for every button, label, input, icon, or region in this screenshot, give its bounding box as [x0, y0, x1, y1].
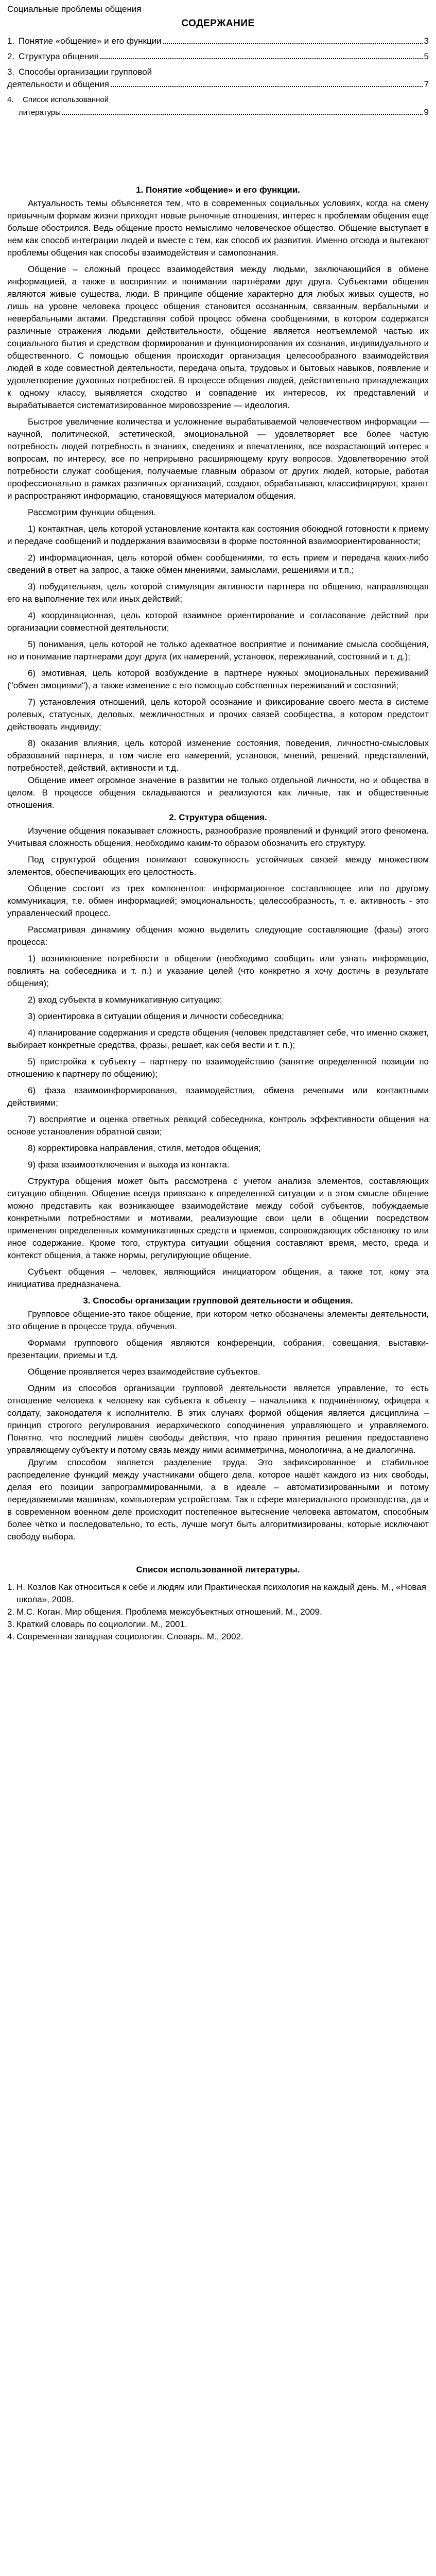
- toc-label: Список использованной: [23, 95, 109, 104]
- toc-leader: [111, 86, 423, 87]
- table-of-contents: [7, 35, 429, 119]
- phase-item: 1) возникновение потребности в общении (необходимо сообщить или узнать информацию, повлиять на собеседника и т. п.) и указание целей (что конкретно я хочу достичь в результате общения);: [7, 954, 429, 988]
- phase-item: 6) фаза взаимоинформирования, взаимодействия, обмена речевыми или контактными действиями;: [7, 1086, 429, 1108]
- toc-page-number: 9: [424, 107, 429, 117]
- literature-text: Современная западная социология. Словарь. М., 2002.: [16, 1632, 243, 1641]
- paragraph: Одним из способов организации групповой деятельности является управление, то есть отношение человека к человеку как субъекта к объекту – начальника к подчинённому, офицера к солдату, законодателя к исполнителю. В этих случаях формой общения является дисциплина – принцип строгого регулирования иерархического соподчинения управляющего и управляемого. Понятно, что последний лишён свободы действия, что право принятия решения предоставлено управляющему субъекту и потому связь между ними асимметрична, монологична, а не диалогична.: [7, 1383, 429, 1455]
- toc-number: 1.: [7, 36, 15, 46]
- section-title: Список использованной литературы.: [136, 1565, 300, 1574]
- function-item: 4) координационная, цель которой взаимное ориентирование и согласование действий при организации совместной деятельности;: [7, 611, 429, 633]
- literature-item: [7, 1618, 429, 1631]
- toc-page-number: 7: [424, 79, 429, 89]
- paragraph: Общение – сложный процесс взаимодействия между людьми, заключающийся в обмене информацией, а также в восприятии и понимании партнёрами друг друга. Субъектами общения являются живые существа, люди. В принципе общение характерно для любых живых существ, но лишь на уровне человека процесс общения становится осознанным, связанным вербальными и невербальными актами. Представляя собой процесс обмена сообщениями, в котором содержатся различные отражения людьми действительности, общение является неотъемлемой частью их социального бытия и средством формирования и функционирования их сознания, индивидуального и общественного. С помощью общения происходит организация целесообразного взаимодействия людей в ходе совместной деятельности, передача опыта, трудовых и бытовых навыков, появление и удовлетворение духовных потребностей. В процессе общения людей, действительно принадлежащих к одному классу, выявляется сходство и совпадение их интересов, их представлений и вырабатывается систематизированное мировоззрение — идеология.: [7, 264, 429, 410]
- section-title: 1. Понятие «общение» и его функции.: [136, 185, 300, 195]
- paragraph: Формами группового общения являются конференции, собрания, совещания, выставки-презентации, приемы и т.д.: [7, 1338, 429, 1360]
- paragraph: Быстрое увеличение количества и усложнение вырабатываемой человечеством информации — научной, политической, эстетической, эмоциональной — удовлетворяет все более частую потребность людей потребность в знаниях, сведениях и впечатлениях, все возрастающий интерес к вопросам, по интересу, все по неприрывно расширяющему кругу вопросов. Удовлетворению этой потребности служат сообщения, получаемые главным образом от других людей, которые, работая профессионально в рамках различных организаций, создают, обрабатывают, классифицируют, хранят и распространяют информацию, становящуюся материалом общения.: [7, 417, 429, 501]
- function-item: 1) контактная, цель которой установление контакта как состояния обоюдной готовности к приему и передаче сообщений и поддержания взаимосвязи в форме постоянной взаимоориентированности;: [7, 524, 429, 546]
- toc-item[interactable]: [7, 35, 429, 47]
- phase-item: 7) восприятие и оценка ответных реакций собеседника, контроль эффективности общения на основе установления обратной связи;: [7, 1114, 429, 1137]
- toc-item[interactable]: [7, 66, 429, 91]
- toc-leader: [163, 43, 423, 44]
- phase-item: 2) вход субъекта в коммуникативную ситуацию;: [28, 995, 222, 1005]
- section-literature: [7, 1564, 429, 1643]
- literature-number: 3.: [7, 1619, 15, 1629]
- toc-label-continued: деятельности и общения: [7, 79, 109, 89]
- toc-item[interactable]: [7, 94, 429, 119]
- toc-label: Способы организации групповой: [19, 67, 152, 77]
- paragraph: Общение имеет огромное значение в развитии не только отдельной личности, но и общества в целом. В процессе общения складываются и реализуются как личные, так и общественные отношения.: [7, 775, 429, 810]
- literature-list: [7, 1581, 429, 1643]
- function-item: 2) информационная, цель которой обмен сообщениями, то есть прием и передача каких-либо сведений в ответ на запрос, а также обмен мнениями, замыслами, решениями и т.п.;: [7, 553, 429, 575]
- paragraph: Другим способом является разделение труда. Это зафиксированное и стабильное распределение функций между участниками общего дела, которое нашёт каждого из них свободы, делая его позиции запрограммированными, а в идеале – автоматизированными и потому передаваемыми машинам, компьютерам устройствам. Так к сфере материального производства, да и в современном военном деле происходит постепенное вытеснение человека автоматом, способным более чётко и последовательно, то есть, лучше могут быть алгоритмизированы, которые исключают свободу выбора.: [7, 1458, 429, 1541]
- paragraph: Групповое общение-это такое общение, при котором четко обозначены элементы деятельности, это общение в процессе труда, обучения.: [7, 1309, 429, 1331]
- function-item: 7) установления отношений, цель которой осознание и фиксирование своего места в системе ролевых, статусных, деловых, межличностных и прочих связей сообщества, в котором предстоит действовать индивиду;: [7, 697, 429, 732]
- toc-number: 2.: [7, 52, 15, 61]
- toc-label: Структура общения: [19, 52, 99, 61]
- literature-number: 4.: [7, 1632, 15, 1641]
- literature-text: М.С. Коган. Мир общения. Проблема межсубъектных отношений. М., 2009.: [16, 1607, 322, 1617]
- paragraph: Общение проявляется через взаимодействие субъектов.: [28, 1367, 260, 1377]
- paragraph: Под структурой общения понимают совокупность устойчивых связей между множеством элементов, обеспечивающих его целостность.: [7, 855, 429, 877]
- section-group-activity: [7, 1295, 429, 1543]
- literature-number: 2.: [7, 1607, 15, 1617]
- paragraph: Структура общения может быть рассмотрена с учетом анализа элементов, составляющих ситуацию общения. Общение всегда привязано к определенной ситуации и в этом смысле общение можно представить как возникающее взаимодействие между собой субъектов, побуждаемые конкретными потребностями и мотивами, реализующие свои цели в общении посредством применения определенных коммуникативных средств и приемов, сопровождающих обстановку то или иное содержание. Кроме того, структура ситуации общения составляют время, место, среда и контекст общения, а также нормы, регулирующие общение.: [7, 1176, 429, 1260]
- paragraph: Изучение общения показывает сложность, разнообразие проявлений и функций этого феномена. Учитывая сложность общения, необходимо каким-то образом обозначить его структуру.: [7, 826, 429, 848]
- section-title: 2. Структура общения.: [169, 812, 267, 822]
- toc-label-continued: литературы: [19, 108, 61, 117]
- phase-item: 9) фаза взаимоотключения и выхода из контакта.: [28, 1160, 230, 1170]
- literature-number: 1.: [7, 1582, 15, 1592]
- site-title: Социальные проблемы общения: [7, 4, 142, 14]
- toc-leader: [100, 58, 423, 59]
- toc-page-number: 5: [424, 52, 429, 61]
- phase-item: 8) корректировка направления, стиля, методов общения;: [28, 1143, 261, 1153]
- function-item: 6) эмотивная, цель которой возбуждение в партнере нужных эмоциональных переживаний ("обмен эмоциями"), а также изменение с его помощью собственных переживаний и состояний;: [7, 668, 429, 690]
- toc-label: Понятие «общение» и его функции: [19, 36, 162, 46]
- paragraph: Рассмотрим функции общения.: [28, 507, 156, 517]
- section-title: 3. Способы организации групповой деятельности и общения.: [83, 1296, 353, 1306]
- section-structure: [7, 811, 429, 1291]
- function-item: 8) оказания влияния, цель которой изменение состояния, поведения, личностно-смысловых образований партнера, в том числе его намерений, установок, мнений, решений, представлений, потребностей, действий, активности и т.д.: [7, 738, 429, 773]
- paragraph: Субъект общения – человек, являющийся инициатором общения, а также тот, кому эта инициатива предназначена.: [7, 1267, 429, 1289]
- section-concept-functions: [7, 184, 429, 811]
- phase-item: 5) пристройка к субъекту – партнеру по взаимодействию (занятие определенной позиции по отношению к партнеру по общению);: [7, 1057, 429, 1079]
- toc-number: 4.: [7, 95, 14, 104]
- literature-item: [7, 1581, 429, 1606]
- literature-text: Н. Козлов Как относиться к себе и людям или Практическая психология на каждый день. М., «Новая школа», 2008.: [16, 1582, 426, 1604]
- contents-heading: СОДЕРЖАНИЕ: [181, 18, 255, 29]
- phase-item: 4) планирование содержания и средств общения (человек представляет себе, что именно скажет, выбирает конкретные средства, фразы, решает, как себя вести и т. п.);: [7, 1028, 429, 1050]
- literature-item: [7, 1606, 429, 1618]
- paragraph: Общение состоит из трех компонентов: информационное составляющее или по другому коммуникация, т.е. обмен информацией; эмоциональность; целесообразность, т. е. активность - это управленческий процесс.: [7, 884, 429, 918]
- paragraph: Рассматривая динамику общения можно выделить следующие составляющие (фазы) этого процесса:: [7, 925, 429, 947]
- literature-text: Краткий словарь по социологии. М., 2001.: [16, 1619, 187, 1629]
- phase-item: 3) ориентировка в ситуации общения и личности собеседника;: [28, 1011, 284, 1021]
- toc-item[interactable]: [7, 50, 429, 63]
- function-item: 3) побудительная, цель которой стимуляция активности партнера по общению, направляющая его на выполнение тех или иных действий;: [7, 582, 429, 604]
- function-item: 5) понимания, цель которой не только адекватное восприятие и понимание смысла сообщения, но и понимание партнерами друг друга (их намерений, установок, переживаний, состояний и т. д.);: [7, 639, 429, 662]
- toc-page-number: 3: [424, 36, 429, 46]
- paragraph: Актуальность темы объясняется тем, что в современных социальных условиях, когда на смену привычным формам жизни приходят новые рыночные отношения, интерес к проблемам общения еще больше обострился. Ведь общение просто немыслимо человеческое общество. Общение выступает в нем как способ интеграции людей и вместе с тем, как способ их развития. Именно отсюда и вытекают проблемы общения как способы взаимодействия и самопознания.: [7, 198, 429, 258]
- toc-number: 3.: [7, 67, 15, 77]
- literature-item: [7, 1631, 429, 1643]
- toc-leader: [62, 114, 423, 115]
